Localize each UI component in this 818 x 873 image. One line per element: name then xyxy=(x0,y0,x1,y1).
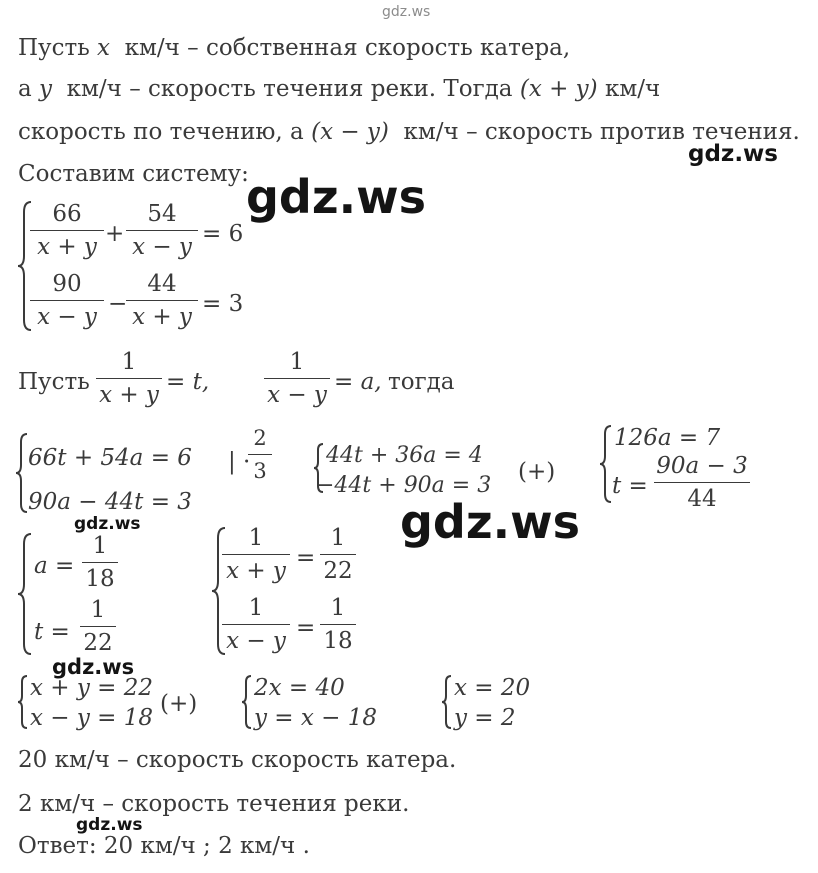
system2-eq1: 66t + 54a = 6 xyxy=(28,445,192,471)
left-brace xyxy=(240,674,254,730)
substitution-let: Пусть xyxy=(18,369,90,395)
system3-eq2: −44t + 90a = 3 xyxy=(316,473,492,498)
watermark-small-2: gdz.ws xyxy=(52,655,135,679)
intro-line-3: скорость по течению, а (x − y) км/ч – скорость против течения. xyxy=(18,119,800,145)
watermark-big-2: gdz.ws xyxy=(400,495,580,549)
system4-eq1: 126a = 7 xyxy=(614,425,721,451)
system2-eq2: 90a − 44t = 3 xyxy=(28,489,192,515)
system5-t-lhs: t = xyxy=(34,619,70,645)
equals-sign: = xyxy=(296,545,316,571)
addition-mark: (+) xyxy=(160,691,198,717)
intro-line-4: Составим систему: xyxy=(18,161,249,187)
substitution-then: тогда xyxy=(388,369,455,395)
fraction: 54 x − y xyxy=(126,200,198,261)
system3-eq1: 44t + 36a = 4 xyxy=(326,443,483,468)
operator: − xyxy=(108,291,128,317)
conclusion-line-1: 20 км/ч – скорость скорость катера. xyxy=(18,747,457,773)
multiplier-prefix: | · xyxy=(228,449,251,475)
fraction: 2 3 xyxy=(248,424,272,485)
watermark-small-3: gdz.ws xyxy=(76,815,143,835)
addition-mark: (+) xyxy=(518,459,556,485)
fraction: 1 18 xyxy=(320,594,356,655)
fraction: 1 x + y xyxy=(96,348,162,409)
fraction: 1 22 xyxy=(320,524,356,585)
system9-eq2: y = 2 xyxy=(454,705,516,731)
fraction: 1 x − y xyxy=(264,348,330,409)
system9-eq1: x = 20 xyxy=(454,675,531,701)
system7-eq1: x + y = 22 xyxy=(30,675,154,701)
left-brace xyxy=(16,674,30,730)
equation-rhs: = 3 xyxy=(202,291,244,317)
fraction: 1 x − y xyxy=(222,594,290,655)
left-brace xyxy=(16,532,34,656)
equation-rhs: = 6 xyxy=(202,221,244,247)
system8-eq1: 2x = 40 xyxy=(254,675,345,701)
system5-a-lhs: a = xyxy=(34,553,75,579)
equals-sign: = xyxy=(296,615,316,641)
system4-eq2-lhs: t = xyxy=(612,473,648,499)
watermark-right: gdz.ws xyxy=(688,141,778,167)
watermark-top: gdz.ws xyxy=(382,4,431,20)
system7-eq2: x − y = 18 xyxy=(30,705,154,731)
intro-line-1: Пусть x км/ч – собственная скорость катера, xyxy=(18,35,571,61)
system8-eq2: y = x − 18 xyxy=(254,705,378,731)
fraction: 44 x + y xyxy=(126,270,198,331)
intro-line-2: а y км/ч – скорость течения реки. Тогда (x + y) км/ч xyxy=(18,76,661,102)
conclusion-line-2: 2 км/ч – скорость течения реки. xyxy=(18,791,410,817)
fraction: 1 18 xyxy=(82,532,118,593)
watermark-small-1: gdz.ws xyxy=(74,514,141,534)
fraction: 1 22 xyxy=(80,596,116,657)
fraction: 1 x + y xyxy=(222,524,290,585)
operator: + xyxy=(105,221,125,247)
watermark-big-1: gdz.ws xyxy=(246,170,426,224)
substitution-eq-a: = a, xyxy=(334,369,382,395)
fraction: 90 x − y xyxy=(30,270,104,331)
fraction: 90a − 3 44 xyxy=(654,452,750,513)
substitution-eq-t: = t, xyxy=(166,369,210,395)
left-brace xyxy=(440,674,454,730)
answer-line: Ответ: 20 км/ч ; 2 км/ч . xyxy=(18,833,310,859)
fraction: 66 x + y xyxy=(30,200,104,261)
